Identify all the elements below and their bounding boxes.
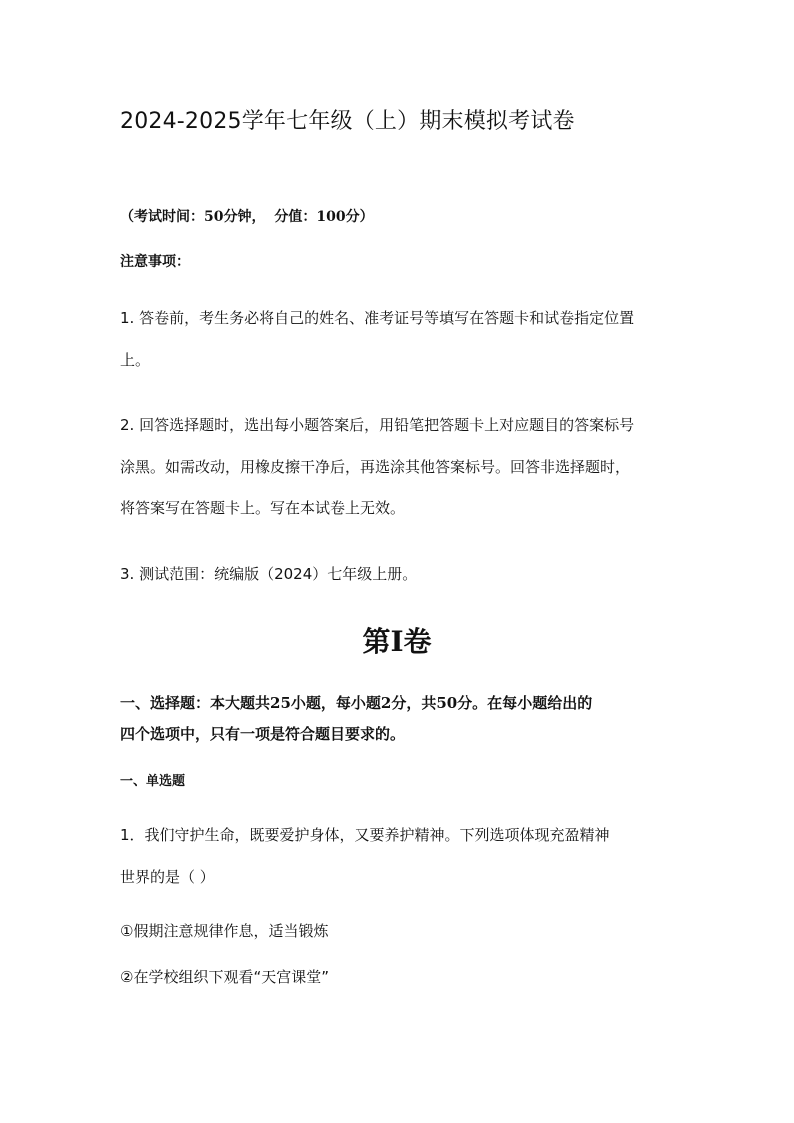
section-line-1: 一、选择题：本大题共25小题，每小题2分，共50分。在每小题给出的 [120, 694, 593, 712]
exam-meta: （考试时间：50分钟， 分值：100分） [120, 209, 374, 225]
note-1-line-2: 上。 [120, 351, 151, 369]
volume-heading: 第I卷 [362, 625, 432, 658]
question-1-line-1: 1．我们守护生命，既要爱护身体，又要养护精神。下列选项体现充盈精神 [120, 826, 610, 844]
note-2-line-3: 将答案写在答题卡上。写在本试卷上无效。 [120, 499, 406, 517]
section-subheading: 一、单选题 [120, 774, 186, 789]
notes-heading: 注意事项： [120, 254, 190, 270]
note-2-line-1: 2. 回答选择题时，选出每小题答案后，用铅笔把答题卡上对应题目的答案标号 [120, 416, 635, 434]
note-3-line-1: 3. 测试范围：统编版（2024）七年级上册。 [120, 565, 418, 583]
question-1-line-2: 世界的是（ ） [120, 868, 215, 886]
page-title: 2024-2025学年七年级（上）期末模拟考试卷 [120, 109, 575, 134]
note-1-line-1: 1. 答卷前，考生务必将自己的姓名、准考证号等填写在答题卡和试卷指定位置 [120, 309, 635, 327]
question-1-option-1: ①假期注意规律作息，适当锻炼 [120, 922, 329, 940]
section-line-2: 四个选项中，只有一项是符合题目要求的。 [120, 725, 406, 743]
question-1-option-2: ②在学校组织下观看“天宫课堂” [120, 968, 329, 986]
note-2-line-2: 涂黑。如需改动，用橡皮擦干净后，再选涂其他答案标号。回答非选择题时， [120, 458, 631, 476]
